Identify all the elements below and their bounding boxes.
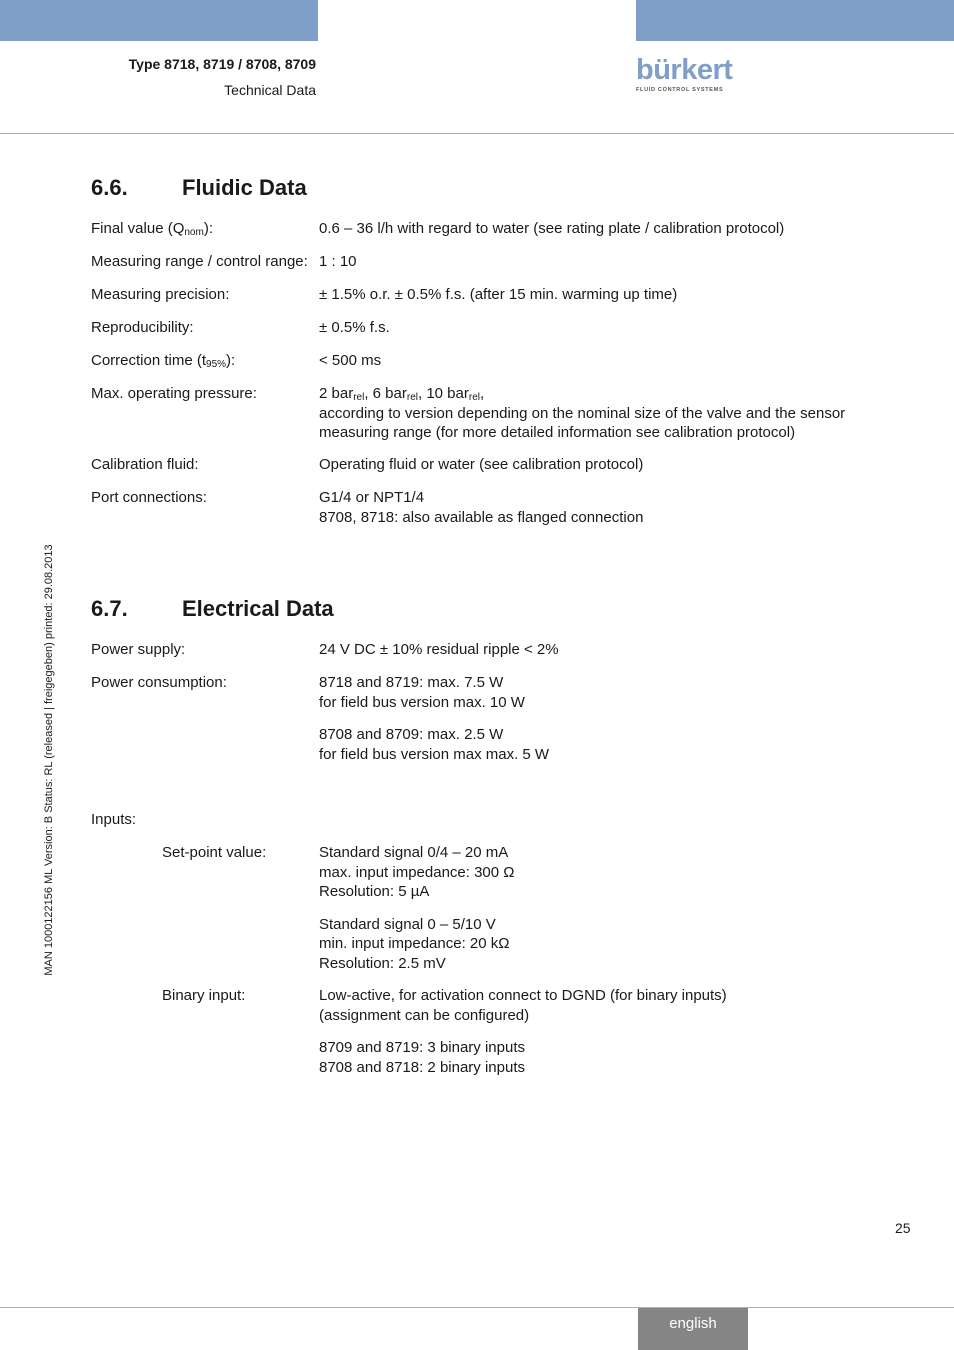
language-tab: english bbox=[638, 1308, 748, 1350]
page-number: 25 bbox=[895, 1220, 911, 1236]
section-heading-fluidic bbox=[91, 175, 307, 201]
spec-value: Standard signal 0/4 – 20 mA max. input impedance: 300 Ω Resolution: 5 µA Standard signal 0 – 5/10 V min. input impedance: 20 kΩ Resolution: 2.5 mV bbox=[319, 844, 515, 972]
spec-label: Final value $(Q_{nom})$: bbox=[91, 220, 213, 238]
spec-label: Binary input: bbox=[162, 987, 246, 1004]
spec-label: Power consumption: bbox=[91, 674, 227, 691]
header-bar-right bbox=[636, 0, 954, 41]
spec-value: < 500 ms bbox=[319, 352, 382, 369]
header-bar-left bbox=[0, 0, 318, 41]
header-divider bbox=[0, 133, 954, 134]
spec-label: Measuring range / control range: bbox=[91, 253, 308, 270]
document-metadata-vertical: MAN 1000122156 ML Version: B Status: RL (released | freigegeben) printed: 29.08.2013 bbox=[43, 544, 55, 976]
spec-label: Measuring precision: bbox=[91, 286, 230, 303]
section-title: Fluidic Data bbox=[182, 175, 307, 200]
spec-value: 24 V DC ± 10% residual ripple < 2% bbox=[319, 641, 559, 658]
document-type: Type 8718, 8719 / 8708, 8709 bbox=[128, 56, 316, 72]
spec-label: Calibration fluid: bbox=[91, 456, 199, 473]
logo-wordmark: bürkert bbox=[636, 54, 733, 86]
spec-label: Inputs: bbox=[91, 811, 137, 828]
logo-tagline: FLUID CONTROL SYSTEMS bbox=[636, 87, 724, 93]
spec-value: 1 : 10 bbox=[319, 253, 357, 270]
spec-value: 8718 and 8719: max. 7.5 W for field bus version max. 10 W 8708 and 8709: max. 2.5 W for field bus version max max. 5 W bbox=[319, 674, 550, 763]
document-section: Technical Data bbox=[224, 82, 316, 98]
section-heading-electrical bbox=[91, 596, 334, 622]
spec-label: Power supply: bbox=[91, 641, 186, 658]
section-title: Electrical Data bbox=[182, 596, 334, 621]
section-number: 6.6. bbox=[91, 175, 128, 200]
spec-value: 0.6 – 36 l/h with regard to water (see rating plate / calibration protocol) bbox=[319, 220, 785, 237]
spec-value: G1/4 or NPT1/4 8708, 8718: also available as flanged connection bbox=[319, 489, 644, 526]
spec-label: Reproducibility: bbox=[91, 319, 194, 336]
spec-label: Correction time $(t_{95\%})$: bbox=[91, 352, 236, 370]
spec-value: 2 bar$_{rel}$, 6 bar$_{rel}$, 10 bar$_{rel}$, according to version depending on the nominal size of the valve and the sensor measuring range (for more detailed information see calibration protocol) bbox=[319, 385, 846, 441]
spec-label: Max. operating pressure: bbox=[91, 385, 257, 402]
section-number: 6.7. bbox=[91, 596, 128, 621]
spec-value: Operating fluid or water (see calibration protocol) bbox=[319, 456, 644, 473]
spec-value: ± 1.5% o.r. ± 0.5% f.s. (after 15 min. warming up time) bbox=[319, 286, 678, 303]
burkert-logo bbox=[636, 56, 746, 98]
spec-label: Set-point value: bbox=[162, 844, 267, 861]
footer-divider bbox=[0, 1307, 954, 1308]
spec-label: Port connections: bbox=[91, 489, 207, 506]
spec-value: Low-active, for activation connect to DGND (for binary inputs) (assignment can be configured) 8709 and 8719: 3 binary inputs 8708 and 8718: 2 binary inputs bbox=[319, 987, 727, 1076]
spec-value: ± 0.5% f.s. bbox=[319, 319, 390, 336]
